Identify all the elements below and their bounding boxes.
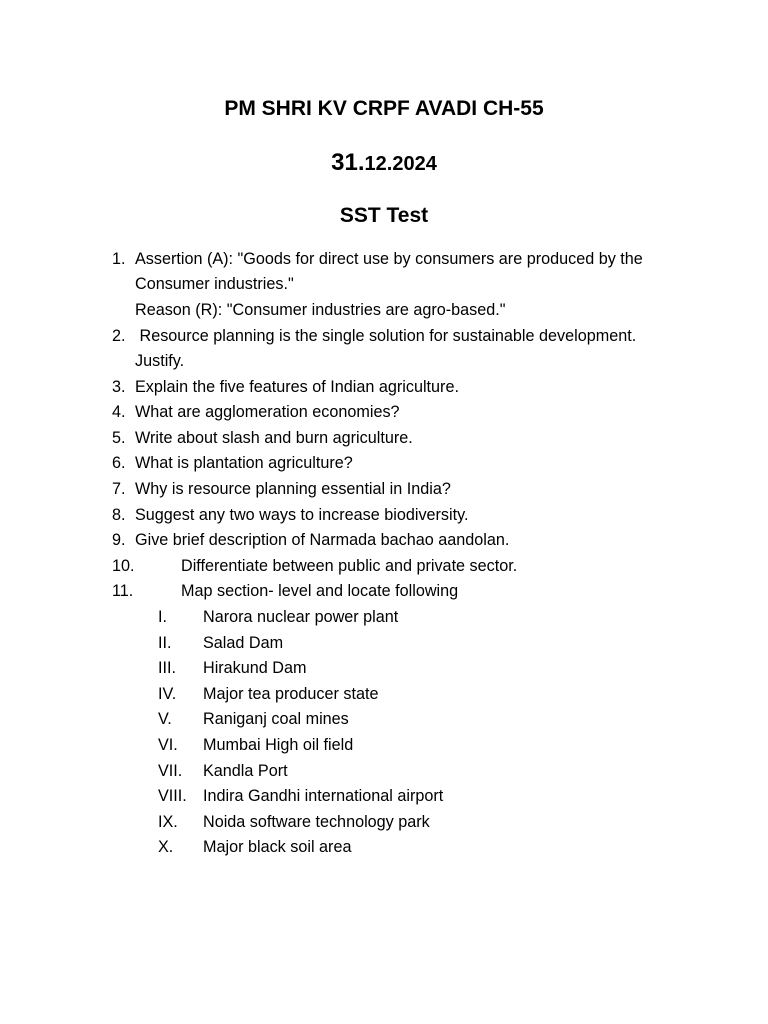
question-text: Resource planning is the single solution for sustainable development. <box>135 327 637 345</box>
question-number: 2. <box>112 327 126 345</box>
question-text: What are agglomeration economies? <box>135 403 400 421</box>
map-item-text: Mumbai High oil field <box>203 736 354 754</box>
map-item-text: Raniganj coal mines <box>203 710 349 728</box>
map-item-numeral: VI. <box>158 736 178 754</box>
question-text: Why is resource planning essential in India? <box>135 480 451 498</box>
question-number: 9. <box>112 531 126 549</box>
question-text: Justify. <box>135 352 185 370</box>
map-item-numeral: VII. <box>158 762 183 780</box>
map-item-text: Major tea producer state <box>203 685 379 703</box>
question-text: Map section- level and locate following <box>181 582 459 600</box>
map-item-numeral: III. <box>158 659 176 677</box>
date-month-year: 12.2024 <box>364 153 437 175</box>
question-text: Reason (R): "Consumer industries are agro-based." <box>135 301 506 319</box>
school-title: PM SHRI KV CRPF AVADI CH-55 <box>224 97 544 120</box>
map-item-numeral: IX. <box>158 813 178 831</box>
date-day: 31. <box>331 149 365 176</box>
question-number: 3. <box>112 378 126 396</box>
map-item-numeral: I. <box>158 608 167 626</box>
map-item-text: Major black soil area <box>203 838 352 856</box>
question-number: 6. <box>112 454 126 472</box>
question-text: What is plantation agriculture? <box>135 454 353 472</box>
question-text: Explain the five features of Indian agriculture. <box>135 378 459 396</box>
question-number: 11. <box>112 582 134 600</box>
question-text: Give brief description of Narmada bachao aandolan. <box>135 531 510 549</box>
question-number: 8. <box>112 506 126 524</box>
map-item-text: Hirakund Dam <box>203 659 307 677</box>
question-number: 5. <box>112 429 126 447</box>
test-subject: SST Test <box>339 204 429 227</box>
question-number: 7. <box>112 480 126 498</box>
question-text: Assertion (A): "Goods for direct use by consumers are produced by the <box>135 250 643 268</box>
map-item-numeral: X. <box>158 838 174 856</box>
map-item-text: Kandla Port <box>203 762 288 780</box>
map-item-numeral: IV. <box>158 685 177 703</box>
test-date <box>0 148 768 181</box>
question-text: Suggest any two ways to increase biodiversity. <box>135 506 469 524</box>
question-number: 4. <box>112 403 126 421</box>
question-text: Write about slash and burn agriculture. <box>135 429 413 447</box>
question-number: 10. <box>112 557 135 575</box>
map-item-numeral: II. <box>158 634 172 652</box>
map-item-text: Narora nuclear power plant <box>203 608 399 626</box>
question-text: Differentiate between public and private sector. <box>181 557 518 575</box>
map-item-numeral: V. <box>158 710 172 728</box>
map-item-text: Noida software technology park <box>203 813 430 831</box>
map-item-text: Salad Dam <box>203 634 284 652</box>
map-item-text: Indira Gandhi international airport <box>203 787 444 805</box>
question-number: 1. <box>112 250 126 268</box>
map-item-numeral: VIII. <box>158 787 187 805</box>
question-text: Consumer industries." <box>135 275 294 293</box>
